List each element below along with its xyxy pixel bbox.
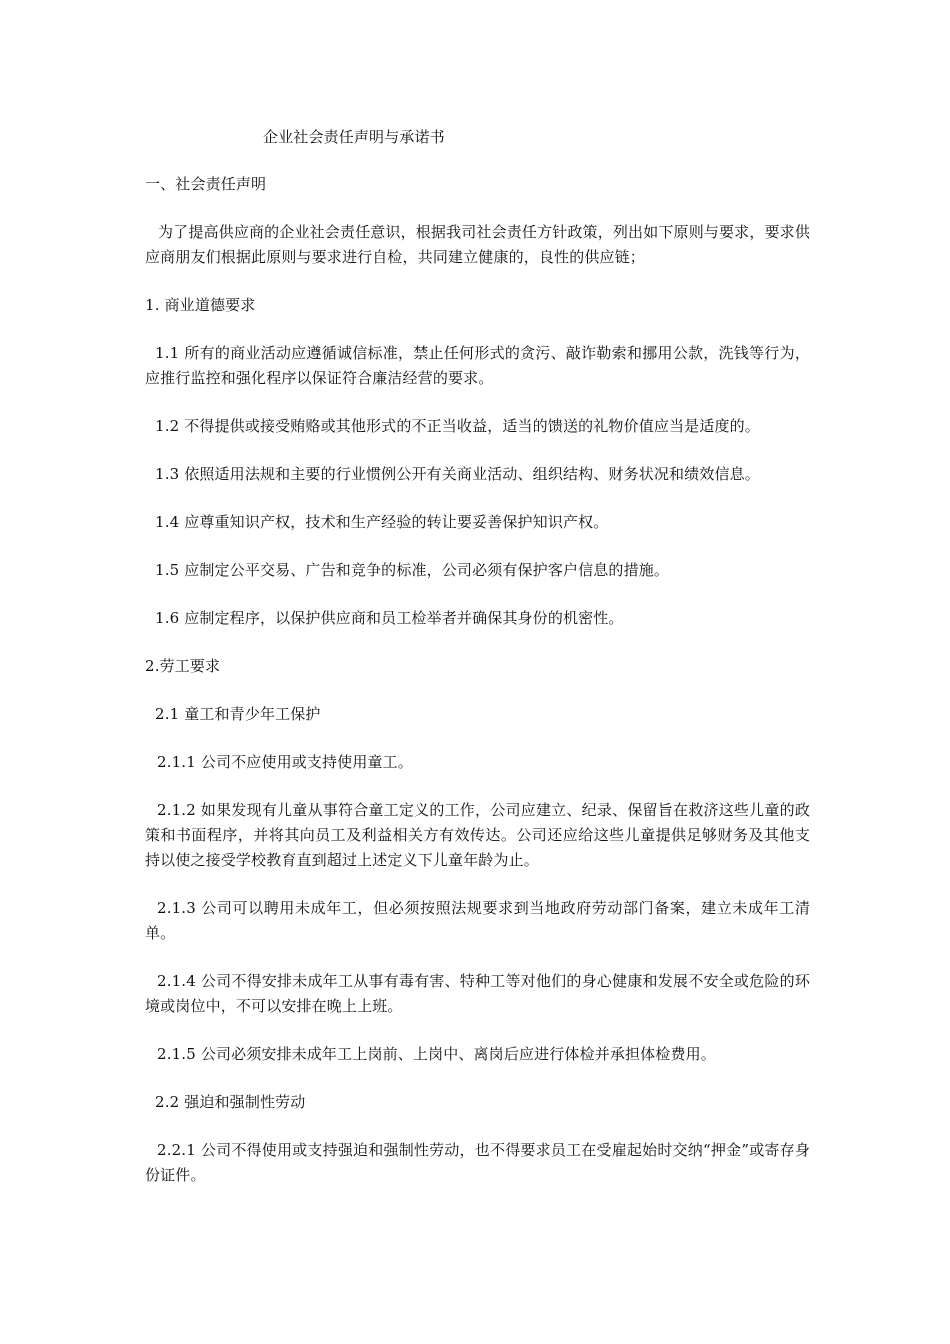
subsection-heading-child-labor: 2.1 童工和青少年工保护	[155, 705, 321, 723]
document-title: 企业社会责任声明与承诺书	[263, 128, 445, 146]
labor-item-2-1-5: 2.1.5 公司必须安排未成年工上岗前、上岗中、离岗后应进行体检并承担体检费用。	[157, 1045, 716, 1063]
business-item-1-3: 1.3 依照适用法规和主要的行业惯例公开有关商业活动、组织结构、财务状况和绩效信息。	[155, 465, 760, 483]
subsection-heading-forced-labor: 2.2 强迫和强制性劳动	[155, 1093, 306, 1111]
business-item-1-2: 1.2 不得提供或接受贿赂或其他形式的不正当收益，适当的馈送的礼物价值应当是适度的。	[155, 417, 760, 435]
business-item-1-4: 1.4 应尊重知识产权，技术和生产经验的转让要妥善保护知识产权。	[155, 513, 609, 531]
document-body	[145, 125, 810, 1211]
intro-paragraph: 为了提高供应商的企业社会责任意识，根据我司社会责任方针政策，列出如下原则与要求，要求供应商朋友们根据此原则与要求进行自检，共同建立健康的，良性的供应链；	[145, 223, 810, 266]
labor-item-2-1-4: 2.1.4 公司不得安排未成年工从事有毒有害、特种工等对他们的身心健康和发展不安全或危险的环境或岗位中，不可以安排在晚上上班。	[145, 972, 810, 1015]
business-item-1-1: 1.1 所有的商业活动应遵循诚信标准，禁止任何形式的贪污、敲诈勒索和挪用公款，洗钱等行为，应推行监控和强化程序以保证符合廉洁经营的要求。	[145, 344, 810, 387]
section-heading-business-ethics: 1. 商业道德要求	[145, 296, 256, 314]
business-item-1-5: 1.5 应制定公平交易、广告和竞争的标准，公司必须有保护客户信息的措施。	[155, 561, 670, 579]
labor-item-2-1-1: 2.1.1 公司不应使用或支持使用童工。	[157, 753, 413, 771]
section-heading-labor: 2.劳工要求	[145, 657, 221, 675]
labor-item-2-1-3: 2.1.3 公司可以聘用未成年工，但必须按照法规要求到当地政府劳动部门备案，建立未成年工清单。	[145, 899, 810, 942]
labor-item-2-2-1: 2.2.1 公司不得使用或支持强迫和强制性劳动，也不得要求员工在受雇起始时交纳“押金”或寄存身份证件。	[145, 1141, 810, 1184]
business-item-1-6: 1.6 应制定程序，以保护供应商和员工检举者并确保其身份的机密性。	[155, 609, 624, 627]
labor-item-2-1-2: 2.1.2 如果发现有儿童从事符合童工定义的工作，公司应建立、纪录、保留旨在救济这些儿童的政策和书面程序，并将其向员工及利益相关方有效传达。公司还应给这些儿童提供足够财务及其他支持以使之接受学校教育直到超过上述定义下儿童年龄为止。	[145, 801, 810, 869]
section-heading-social-responsibility: 一、社会责任声明	[145, 175, 267, 193]
